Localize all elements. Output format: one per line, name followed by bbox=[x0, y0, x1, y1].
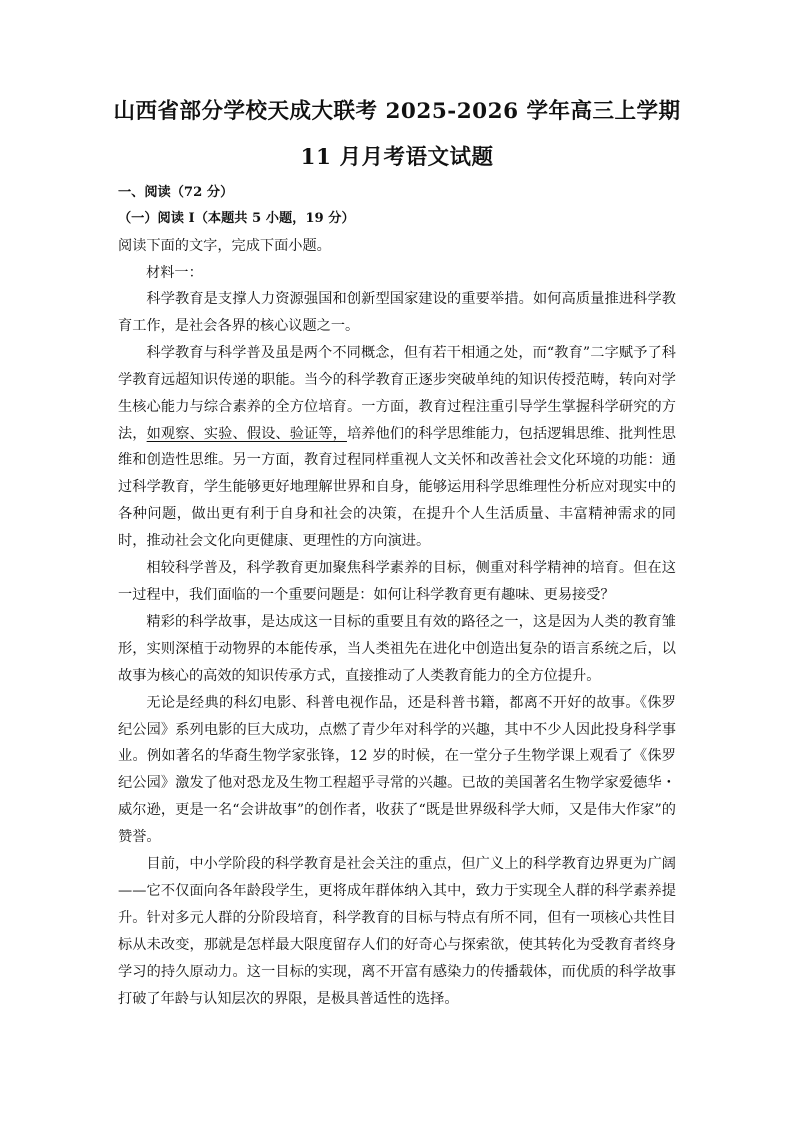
material-body bbox=[118, 286, 676, 1012]
paragraph-6: 目前，中小学阶段的科学教育是社会关注的重点，但广义上的科学教育边界更为广阔——它不仅面向各年龄段学生，更将成年群体纳入其中，致力于实现全人群的科学素养提升。针对多元人群的分阶段培育，科学教育的目标与特点有所不同，但有一项核心共性目标从未改变，那就是怎样最大限度留存人们的好奇心与探索欲，使其转化为受教育者终身学习的持久原动力。这一目标的实现，离不开富有感染力的传播载体，而优质的科学故事打破了年龄与认知层次的界限，是极具普适性的选择。 bbox=[118, 856, 676, 1007]
subsection-heading-reading-1: （一）阅读 I（本题共 5 小题，19 分） bbox=[118, 211, 355, 226]
material-label: 材料一： bbox=[146, 265, 203, 281]
paragraph-2 bbox=[118, 340, 676, 555]
paragraph-2-part-a: 科学教育与科学普及虽是两个不同概念，但有若干相通之处，而“教育”二字赋予了科学教育远超知识传递的职能。当今的科学教育正逐步突破单纯的知识传授范畴，转向对学生核心能力与综合素养的全方位培育。一方面，教育过程注重引导学生掌握科学研究的方法， bbox=[118, 344, 676, 442]
paragraph-3: 相较科学普及，科学教育更加聚焦科学素养的目标，侧重对科学精神的培育。但在这一过程中，我们面临的一个重要问题是：如何让科学教育更有趣味、更易接受？ bbox=[118, 560, 676, 603]
underlined-phrase: 如观察、实验、假设、验证等， bbox=[146, 425, 347, 442]
instruction-text: 阅读下面的文字，完成下面小题。 bbox=[118, 238, 331, 254]
exam-title-line2: 11 月月考语文试题 bbox=[300, 145, 494, 170]
paragraph-2-part-b: 培养他们的科学思维能力，包括逻辑思维、批判性思维和创造性思维。另一方面，教育过程同样重视人文关怀和改善社会文化环境的功能：通过科学教育，学生能够更好地理解世界和自身，能够运用科学思维理性分析应对现实中的各种问题，做出更有利于自身和社会的决策，在提升个人生活质量、丰富精神需求的同时，推动社会文化向更健康、更理性的方向演进。 bbox=[118, 425, 676, 550]
paragraph-1: 科学教育是支撑人力资源强国和创新型国家建设的重要举措。如何高质量推进科学教育工作，是社会各界的核心议题之一。 bbox=[118, 291, 676, 334]
paragraph-4: 精彩的科学故事，是达成这一目标的重要且有效的路径之一，这是因为人类的教育雏形，实则深植于动物界的本能传承，当人类祖先在进化中创造出复杂的语言系统之后，以故事为核心的高效的知识传承方式，直接推动了人类教育能力的全方位提升。 bbox=[118, 613, 676, 684]
paragraph-5: 无论是经典的科幻电影、科普电视作品，还是科普书籍，都离不开好的故事。《侏罗纪公园》系列电影的巨大成功，点燃了青少年对科学的兴趣，其中不少人因此投身科学事业。例如著名的华裔生物学家张锋，12 岁的时候，在一堂分子生物学课上观看了《侏罗纪公园》激发了他对恐龙及生物工程超乎寻常的兴趣。已故的美国著名生物学家爱德华・威尔逊，更是一名“会讲故事”的创作者，收获了“既是世界级科学大师，又是伟大作家”的赞誉。 bbox=[118, 694, 676, 846]
exam-title-line1: 山西省部分学校天成大联考 2025-2026 学年高三上学期 bbox=[113, 99, 681, 124]
section-heading-reading: 一、阅读（72 分） bbox=[118, 185, 234, 200]
